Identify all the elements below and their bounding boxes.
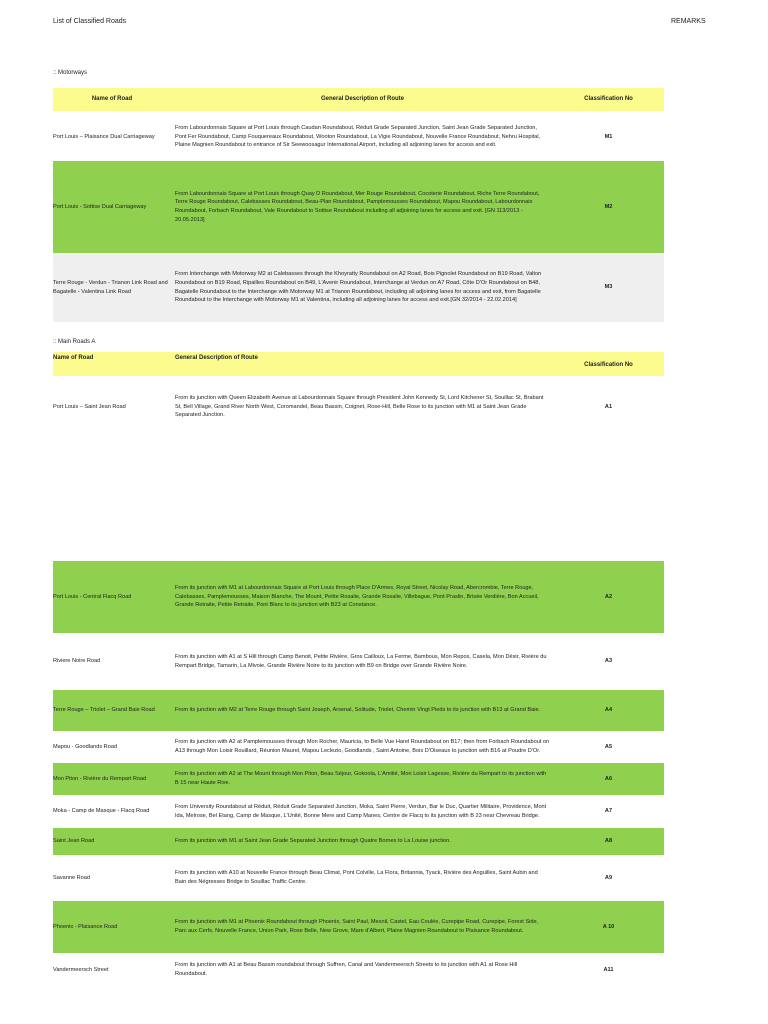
section-label-motorways: :: Motorways — [53, 70, 88, 76]
route-description: From its junction with A2 at Pamplemousses through Mon Rocher, Mauricia, to Belle Vue Harel Roundabout on B17; then from Forbach Roundabout on A13 through Mon Loisir Rouillard, Réunion Maurel, Mapou Leclezio, Goodlands , Saint Antoine, Bois D'Oiseaux to junction with B16 at Poudre D'Or. — [175, 739, 550, 754]
classification-no: A9 — [604, 874, 613, 881]
route-description: From its junction with A10 at Nouvelle France through Beau Climat, Pont Colville, La Flora, Britannia, Tyack, Rivière des Anguilles, Saint Aubin and Bain des Négresses Bridge to Souillac Traffic Centre. — [175, 870, 538, 885]
road-name: Port Louis - Central Flacq Road — [53, 593, 132, 600]
classification-no: M1 — [604, 133, 613, 140]
road-name: Terre Rouge - Verdun - Trianon Link Road and Bagatelle - Valentina Link Road — [53, 279, 168, 295]
classification-no: A5 — [604, 743, 613, 750]
table-row — [53, 763, 664, 795]
table-row — [53, 953, 664, 987]
road-name: Mon Piton - Rivière du Rempart Road — [53, 775, 147, 782]
route-description: From its junction with M1 at Phoenix Roundabout through Phoenix, Saint Paul, Mesnil, Castel, Eau Coulée, Curepipe Road, Curepipe, Forest Side, Parc aux Cerfs, Nouvelle France, Union Park, Rose Belle, New Grove, Mare d'Albert, Plaine Magnien Roundabout to Plaisance Roundabout. — [175, 919, 539, 934]
road-name: Terre Rouge – Triolet – Grand Baie Road — [53, 707, 155, 714]
road-name: Riviere Noire Road — [53, 658, 101, 665]
remarks-header: REMARKS — [671, 18, 706, 25]
road-name: Phoenix - Plaisance Road — [53, 923, 118, 930]
route-description: From Interchange with Motorway M2 at Calebasses through the Khoyratty Roundabout on A2 Road, Bois Pignolet Roundabout on B19 Road, Valton Roundabout on B19 Road, Ripailles Roundabout on B49, L'Avenir Roundabout, Interchange at Verdun on A7 Road, Côte D'Or Roundabout on B48, Bagatelle Roundabout to the Interchange with Motorway M1 at Trianon Roundabout, including all adjoining lanes for access and exit, from Bagatelle Roundabout to the Interchange with Motorway M1 at Valentina, including all adjoining lanes for access and exit.[GN 32/2014 - 22.02.2014] — [175, 271, 542, 304]
column-header-name: Name of Road — [53, 355, 94, 361]
table-row — [53, 855, 664, 901]
road-name: Port Louis – Saint Jean Road — [53, 403, 126, 410]
table-row — [53, 795, 664, 828]
section-label-main-roads: :: Main Roads A — [53, 339, 96, 345]
route-description: From its junction with A2 at The Mount through Mon Piton, Beau Séjour, Gokoola, L'Amitié, Mon Loisir Lagesse, Rivière du Rempart to its junction with B 15 near Haute Rive. — [175, 771, 547, 786]
road-name: Mapou - Goodlands Road — [53, 743, 118, 750]
classification-no: A1 — [604, 403, 613, 410]
route-description: From its junction with M1 at Labourdonnais Square at Port Louis through Place D'Armes, Royal Street, Nicolay Road, Abercrombie, Terre Rouge, Calebasses, Pamplemousses, Maison Blanche, The Mount, Petite Rosalie, Grande Rosalie, Villebague, Pont Praslin, Brisée Verdière, Bon Accueil, Grande Retraite, Petite Retraite, Pont Blanc to its junction with B23 at Constance. — [175, 585, 539, 609]
column-header-classification: Classification No — [584, 96, 633, 103]
route-description: From its junction with M2 at Terre Rouge through Saint Joseph, Arsenal, Solitude, Triolet, Chemin Vingt Pieds to its junction with B13 at Grand Baie. — [175, 707, 541, 714]
table-row — [53, 731, 664, 763]
main-roads-header-row — [53, 352, 664, 376]
road-name: Moka - Camp de Masque - Flacq Road — [53, 808, 150, 815]
classification-no: A 10 — [602, 923, 615, 930]
table-row — [53, 376, 664, 438]
route-description: From its junction with M1 at Saint Jean Grade Separated Junction through Quatre Bornes to La Louise junction. — [175, 838, 451, 845]
classification-no: A7 — [604, 808, 613, 815]
table-row — [53, 633, 664, 690]
route-description: From Labourdonnais Square at Port Louis through Caudan Roundabout, Réduit Grade Separated Junction, Saint Jean Grade Separated Junction, Pont Fer Roundabout, Camp Fouquereaux Roundabout, Wooton Roundabout, La Vigie Roundabout, Nouvelle France Roundabout, Nehru Hospital, Plaine Magnien Roundabout to entrance of Sir Seewoosagur International Airport, including all adjoining lanes for access and exit. — [175, 125, 541, 149]
road-name: Savanne Road — [53, 874, 91, 881]
route-description: From its junction with Queen Elizabeth Avenue at Labourdonnais Square through President John Kennedy St, Lord Kitchener St, Souillac St, Brabant St, Bell Village, Grand River North West, Coromandel, Beau Bassin, Coignet, Rose-Hill, Belle Rose to its junction with M1 at Saint Jean Grade Separated Junction. — [175, 395, 544, 419]
table-row — [53, 901, 664, 953]
road-name: Vandermeersch Street — [53, 966, 109, 973]
table-row — [53, 161, 664, 253]
table-row — [53, 828, 664, 855]
column-header-description: General Description of Route — [320, 96, 404, 103]
classification-no: A11 — [603, 966, 614, 973]
classification-no: A3 — [604, 658, 613, 665]
road-name: Port Louis - Sottise Dual Carriageway — [53, 203, 147, 210]
column-header-classification: Classification No — [584, 362, 633, 369]
route-description: From Labourdonnais Square at Port Louis through Quay D Roundabout, Mer Rouge Roundabout, Cocoterie Roundabout, Riche Terre Roundabout, Terre Rouge Roundabout, Calebasses Roundabout, Beau-Plan Roundabout, Pamplemousses Roundabout, Mapou Roundabout, Labourdonnais Roundabout, Forbach Roundabout, Vale Roundabout to Sottise Roundabout including all adjoining lanes for access and exit. [GN 113/2013 - 20.05.2013] — [175, 190, 540, 223]
classification-no: A4 — [604, 707, 613, 714]
route-description: From its junction with A1 at Beau Bassin roundabout through Suffren, Canal and Vandermeersch Streets to its junction with A1 at Rose Hill Roundabout. — [175, 962, 518, 977]
column-header-description: General Description of Route — [175, 355, 259, 361]
table-row — [53, 253, 664, 322]
route-description: From University Roundabout at Réduit, Réduit Grade Separated Junction, Moka, Saint Pierre, Verdun, Bar le Duc, Quartier Militaire, Providence, Mont Ida, Melrose, Bel Etang, Camp de Masque, L'Unité, Bonne Mere and Camp Manes, Centre de Flacq to its junction with B 23 near Chevreau Bridge. — [175, 803, 547, 819]
road-name: Saint Jean Road — [53, 838, 95, 845]
column-header-name: Name of Road — [91, 96, 133, 103]
table-row — [53, 690, 664, 731]
classification-no: M2 — [604, 203, 613, 210]
table-row — [53, 561, 664, 633]
route-description: From its junction with A1 at S Hill through Camp Benoit, Petite Rivière, Gros Cailloux, La Ferme, Bambous, Mon Repos, Casela, Mon Désir, Rivière du Rempart Bridge, Tamarin, La Mivoie, Grande Rivière Noire to its junction with B9 on Bridge over Grande Rivière Noire. — [175, 653, 547, 669]
classification-no: A6 — [604, 775, 613, 782]
motorways-header-row — [53, 88, 664, 111]
document-title: List of Classified Roads — [53, 18, 127, 25]
classification-no: A8 — [604, 838, 613, 845]
classification-no: M3 — [604, 284, 613, 291]
table-row — [53, 113, 664, 161]
road-name: Port Louis – Plaisance Dual Carriageway — [53, 133, 155, 140]
classification-no: A2 — [604, 593, 613, 600]
